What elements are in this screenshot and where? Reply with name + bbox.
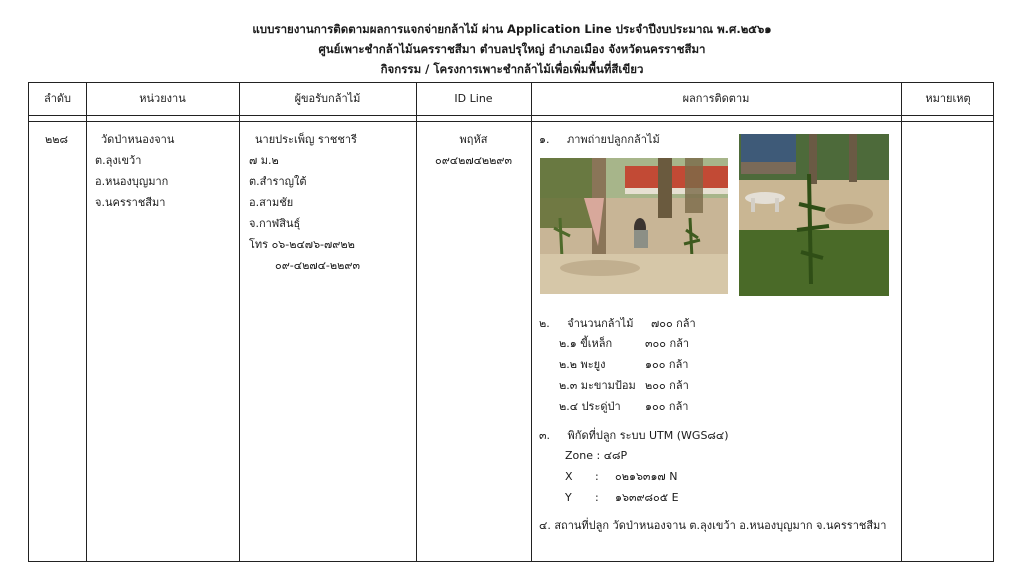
result-item-1 [539, 129, 660, 150]
agency-province: จ.นครราชสีมา [95, 196, 166, 209]
recipient-phone-1: โทร ๐๖-๒๔๗๖-๗๙๒๒ [249, 238, 355, 251]
result-item-1-label: ภาพถ่ายปลูกกล้าไม้ [566, 133, 660, 146]
result-item-1-no: ๑. [539, 133, 550, 146]
seedling-species-4 [559, 396, 689, 417]
result-item-2 [539, 313, 696, 334]
agency-name: วัดป่าหนองจาน [101, 133, 175, 146]
utm-y-colon: : [595, 491, 599, 504]
col-header-no: ลำดับ [43, 92, 72, 105]
seedling-total-value: ๗๐๐ กล้า [650, 317, 696, 330]
utm-x-label: X [565, 470, 573, 483]
col-header-id-line: ID Line [454, 92, 493, 105]
recipient-name: นายประเพ็ญ ราชชารี [255, 133, 357, 146]
utm-x-colon: : [595, 470, 599, 483]
col-header-result: ผลการติดตาม [682, 92, 750, 105]
recipient-subdistrict: ต.สำราญใต้ [249, 175, 307, 188]
utm-y-value: ๑๖๓๙๘๐๕ E [615, 491, 679, 504]
utm-y [565, 487, 679, 508]
utm-zone [565, 445, 679, 466]
recipient-phone-2: ๐๙-๔๒๗๔-๒๒๙๓ [275, 259, 360, 272]
utm-x-value: ๐๒๑๖๓๑๗ N [615, 470, 678, 483]
agency-cell [95, 129, 174, 213]
col-header-agency: หน่วยงาน [139, 92, 186, 105]
species-1-qty: ๓๐๐ กล้า [645, 337, 690, 350]
seedling-breakdown [559, 333, 689, 417]
line-id-name: พฤหัส [459, 133, 488, 146]
recipient-province: จ.กาฬสินธุ์ [249, 217, 301, 230]
result-item-3-no: ๓. [539, 429, 551, 442]
seedling-species-3 [559, 375, 689, 396]
species-3-qty: ๒๐๐ กล้า [645, 379, 689, 392]
report-table [28, 82, 994, 562]
result-item-2-no: ๒. [539, 317, 550, 330]
species-2-qty: ๑๐๐ กล้า [645, 358, 689, 371]
planting-photo-2 [739, 134, 889, 296]
recipient-cell [249, 129, 360, 276]
seedling-species-2 [559, 354, 689, 375]
recipient-address: ๗ ม.๒ [249, 154, 279, 167]
report-subtitle-activity: กิจกรรม / โครงการเพาะชำกล้าไม้เพื่อเพิ่มพื้นที่สีเขียว [380, 62, 644, 76]
result-item-3 [539, 425, 729, 446]
species-3-name: ๒.๓ มะขามป้อม [559, 379, 636, 392]
agency-district: อ.หนองบุญมาก [95, 175, 169, 188]
col-header-remark: หมายเหตุ [925, 92, 971, 105]
report-subtitle-center: ศูนย์เพาะชำกล้าไม้นครราชสีมา ตำบลปรุใหญ่ อำเภอเมือง จังหวัดนครราชสีมา [318, 42, 706, 56]
seedling-species-1 [559, 333, 689, 354]
id-line-cell [416, 129, 531, 171]
utm-x [565, 466, 679, 487]
species-4-qty: ๑๐๐ กล้า [645, 400, 689, 413]
seedling-total-label: จำนวนกล้าไม้ [567, 317, 634, 330]
result-item-4-location: ๔. สถานที่ปลูก วัดป่าหนองจาน ต.ลุงเขว้า อ.หนองบุญมาก จ.นครราชสีมา [539, 519, 887, 532]
planting-photo-1 [540, 158, 728, 294]
utm-label: พิกัดที่ปลูก ระบบ UTM (WGS๘๔) [567, 429, 729, 442]
utm-zone-label: Zone : [565, 449, 601, 462]
utm-y-label: Y [565, 491, 572, 504]
agency-subdistrict: ต.ลุงเขว้า [95, 154, 142, 167]
line-id-number: ๐๙๔๒๗๔๒๒๙๓ [434, 154, 513, 167]
report-title: แบบรายงานการติดตามผลการแจกจ่ายกล้าไม้ ผ่าน Application Line ประจำปีงบประมาณ พ.ศ.๒๕๖๑ [252, 22, 772, 36]
species-1-name: ๒.๑ ขี้เหล็ก [559, 337, 613, 350]
species-4-name: ๒.๔ ประดู่ป่า [559, 400, 621, 413]
species-2-name: ๒.๒ พะยูง [559, 358, 606, 371]
recipient-district: อ.สามชัย [249, 196, 294, 209]
row-number: ๒๒๘ [45, 133, 68, 146]
col-header-recipient: ผู้ขอรับกล้าไม้ [294, 92, 361, 105]
utm-coordinates [565, 445, 679, 508]
utm-zone-value: ๔๘P [603, 449, 628, 462]
